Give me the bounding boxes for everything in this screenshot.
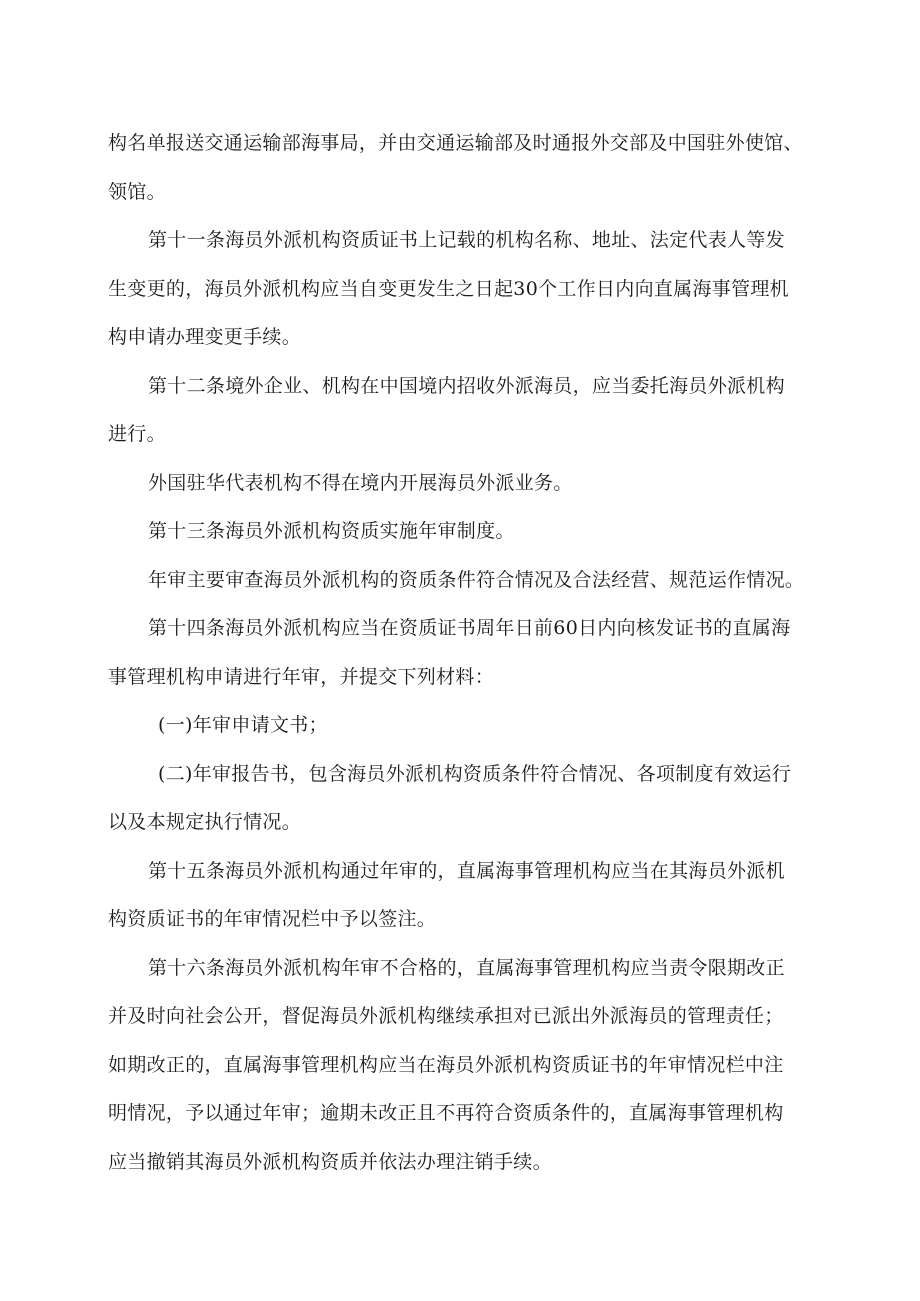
paragraph-line: 生变更的，海员外派机构应当自变更发生之日起30个工作日内向直属海事管理机 bbox=[108, 278, 789, 300]
article-16-line: 第十六条海员外派机构年审不合格的，直属海事管理机构应当责令限期改正 bbox=[148, 957, 785, 979]
paragraph-line: 以及本规定执行情况。 bbox=[108, 811, 302, 833]
article-15-line: 第十五条海员外派机构通过年审的，直属海事管理机构应当在其海员外派机 bbox=[148, 860, 785, 882]
paragraph-line: 构资质证书的年审情况栏中予以签注。 bbox=[108, 908, 437, 930]
paragraph-line: 进行。 bbox=[108, 423, 166, 445]
article-11-line: 第十一条海员外派机构资质证书上记载的机构名称、地址、法定代表人等发 bbox=[148, 229, 785, 251]
article-12-line: 第十二条境外企业、机构在中国境内招收外派海员，应当委托海员外派机构 bbox=[148, 375, 785, 397]
article-13-line: 第十三条海员外派机构资质实施年审制度。 bbox=[148, 520, 515, 542]
paragraph-line: 明情况，予以通过年审；逾期未改正且不再符合资质条件的，直属海事管理机构 bbox=[108, 1102, 784, 1124]
paragraph-line: 领馆。 bbox=[108, 181, 166, 203]
paragraph-line: 应当撤销其海员外派机构资质并依法办理注销手续。 bbox=[108, 1151, 552, 1173]
list-item-2: (二)年审报告书，包含海员外派机构资质条件符合情况、各项制度有效运行 bbox=[158, 763, 792, 785]
paragraph-line: 年审主要审查海员外派机构的资质条件符合情况及合法经营、规范运作情况。 bbox=[148, 569, 805, 591]
article-14-line: 第十四条海员外派机构应当在资质证书周年日前60日内向核发证书的直属海 bbox=[148, 617, 791, 639]
paragraph-line: 并及时向社会公开，督促海员外派机构继续承担对已派出外派海员的管理责任； bbox=[108, 1005, 784, 1027]
paragraph-line: 外国驻华代表机构不得在境内开展海员外派业务。 bbox=[148, 472, 573, 494]
paragraph-line: 如期改正的，直属海事管理机构应当在海员外派机构资质证书的年审情况栏中注 bbox=[108, 1054, 784, 1076]
paragraph-line: 构申请办理变更手续。 bbox=[108, 326, 302, 348]
paragraph-line: 事管理机构申请进行年审，并提交下列材料： bbox=[108, 666, 495, 688]
list-item-1: (一)年审申请文书； bbox=[158, 714, 328, 736]
paragraph-line: 构名单报送交通运输部海事局，并由交通运输部及时通报外交部及中国驻外使馆、 bbox=[108, 132, 803, 154]
